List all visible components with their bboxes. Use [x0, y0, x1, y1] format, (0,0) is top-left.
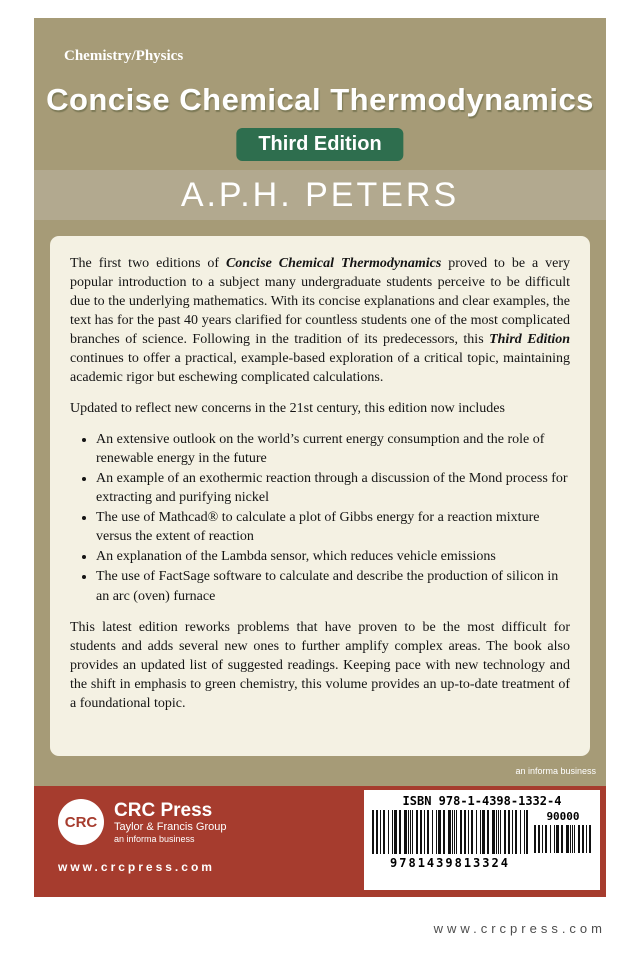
bottom-website-url: www.crcpress.com	[433, 921, 606, 936]
barcode-bars-icon	[372, 810, 528, 854]
book-title-inline: Concise Chemical Thermodynamics	[225, 256, 442, 271]
barcode-addon-bars-icon	[534, 825, 592, 853]
price-code: 90000	[546, 810, 580, 823]
edition-inline: Third Edition	[489, 332, 571, 348]
intro-text: continues to offer a practical, example-based exploration of a critical topic, maintaining academic rigor but eschewing complicated calculations.	[70, 351, 570, 386]
edition-badge: Third Edition	[236, 128, 403, 161]
feature-text: The use of FactSage software to calculate and describe the production of silicon in an arc (oven) furnace	[96, 569, 559, 604]
isbn-label: ISBN 978-1-4398-1332-4	[402, 794, 562, 808]
list-item	[96, 508, 570, 546]
book-title: Concise Chemical Thermodynamics	[46, 82, 594, 117]
barcode-addon	[534, 810, 592, 870]
publisher-group: Taylor & Francis Group	[114, 821, 227, 834]
publisher-text-block	[114, 800, 226, 845]
list-item	[96, 567, 570, 605]
author-name: A.P.H. PETERS	[180, 175, 460, 214]
barcode-left	[372, 810, 528, 870]
feature-text: An example of an exothermic reaction through a discussion of the Mond process for extracting and purifying nickel	[96, 471, 568, 506]
intro-text: proved to be a very popular introduction to a subject many undergraduate students perceive to be difficult due to the underlying mathematics. With its concise explanations and clear examples, the text has for the past 40 years clarified for countless students one of the most complicated branches of science. Following in the tradition of its predecessors, this	[70, 256, 570, 348]
barcode-main	[372, 810, 592, 870]
intro-text: The first two editions of	[70, 256, 226, 271]
crc-press-logo	[58, 799, 226, 845]
publisher-name: CRC Press	[114, 799, 213, 821]
feature-list	[96, 430, 570, 605]
publisher-url: www.crcpress.com	[58, 860, 215, 874]
list-item	[96, 469, 570, 507]
informa-note: an informa business	[515, 766, 596, 776]
subject-category: Chemistry/Physics	[64, 48, 184, 64]
barcode-block	[364, 790, 600, 890]
crc-logo-icon: CRC	[58, 799, 104, 845]
list-item	[96, 547, 570, 566]
blurb-panel	[50, 236, 590, 756]
updates-lead: Updated to reflect new concerns in the 21st century, this edition now includes	[70, 401, 505, 417]
closing-paragraph: This latest edition reworks problems that have proven to be the most difficult for students and adds several new ones to further amplify complex areas. The book also provides an updated list of suggested readings. Keeping pace with new technology and the shift in emphasis to green chemistry, this volume provides an up-to-date treatment of a foundational topic.	[70, 619, 570, 711]
author-band	[34, 170, 606, 220]
barcode-digits: 9781439813324	[390, 856, 510, 870]
feature-text: An extensive outlook on the world’s current energy consumption and the role of renewable energy in the future	[96, 432, 545, 467]
publisher-band	[34, 786, 606, 897]
feature-text: An explanation of the Lambda sensor, which reduces vehicle emissions	[96, 549, 496, 565]
cover-background	[34, 18, 606, 897]
intro-paragraph	[70, 254, 570, 387]
publisher-informa: an informa business	[114, 834, 195, 845]
list-item	[96, 430, 570, 468]
feature-text: The use of Mathcad® to calculate a plot of Gibbs energy for a reaction mixture versus the extent of reaction	[96, 510, 540, 545]
